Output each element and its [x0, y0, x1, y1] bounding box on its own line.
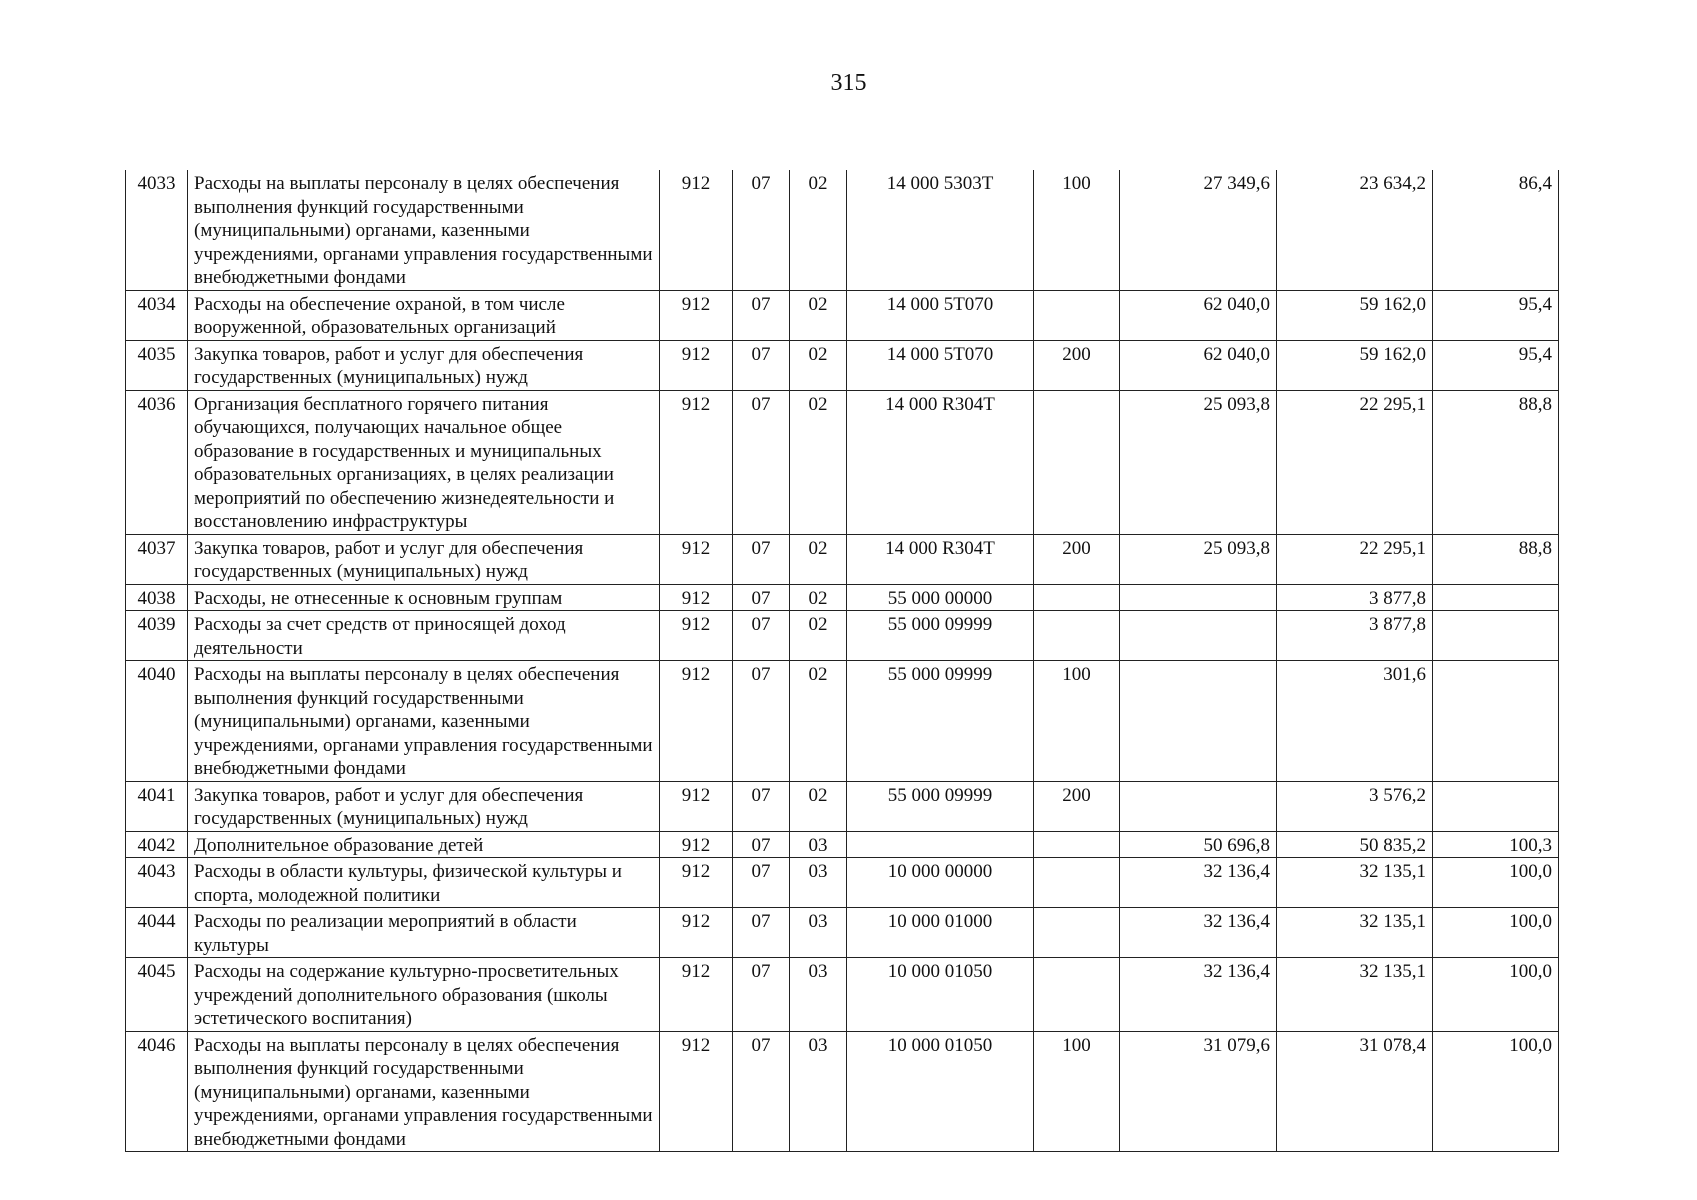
planned-amount: 32 136,4: [1120, 908, 1277, 958]
actual-amount: 32 135,1: [1277, 858, 1433, 908]
table-row: [126, 534, 1559, 584]
expense-name: Расходы на содержание культурно-просветительных учреждений дополнительного образования (школы эстетического воспитания): [188, 958, 660, 1032]
expense-type-code: 200: [1034, 781, 1120, 831]
expense-type-code: [1034, 858, 1120, 908]
table-row: [126, 781, 1559, 831]
actual-amount: 50 835,2: [1277, 831, 1433, 858]
target-article-code: 14 000 5303Т: [847, 170, 1034, 290]
subsection-code: 03: [790, 958, 847, 1032]
expense-name: Организация бесплатного горячего питания обучающихся, получающих начальное общее образование в государственных и муниципальных образовательных организациях, в целях реализации мероприятий по обеспечению жизнедеятельности и восстановлению инфраструктуры: [188, 390, 660, 534]
budget-table: [125, 170, 1559, 1152]
department-code: 912: [660, 781, 733, 831]
row-number: 4042: [126, 831, 188, 858]
table-row: [126, 611, 1559, 661]
planned-amount: 25 093,8: [1120, 534, 1277, 584]
table-row: [126, 584, 1559, 611]
section-code: 07: [733, 611, 790, 661]
actual-amount: 59 162,0: [1277, 290, 1433, 340]
actual-amount: 22 295,1: [1277, 390, 1433, 534]
department-code: 912: [660, 1031, 733, 1152]
expense-type-code: [1034, 908, 1120, 958]
subsection-code: 03: [790, 831, 847, 858]
table-row: [126, 958, 1559, 1032]
planned-amount: 27 349,6: [1120, 170, 1277, 290]
table-row: [126, 290, 1559, 340]
row-number: 4036: [126, 390, 188, 534]
target-article-code: 10 000 01050: [847, 958, 1034, 1032]
target-article-code: 10 000 01050: [847, 1031, 1034, 1152]
planned-amount: 62 040,0: [1120, 340, 1277, 390]
department-code: 912: [660, 584, 733, 611]
expense-type-code: 100: [1034, 661, 1120, 782]
section-code: 07: [733, 534, 790, 584]
expense-name: Расходы в области культуры, физической культуры и спорта, молодежной политики: [188, 858, 660, 908]
target-article-code: 14 000 R304Т: [847, 534, 1034, 584]
execution-percent: 100,3: [1433, 831, 1559, 858]
department-code: 912: [660, 958, 733, 1032]
expense-name: Расходы на выплаты персоналу в целях обеспечения выполнения функций государственными (муниципальными) органами, казенными учреждениями, органами управления государственными внебюджетными фондами: [188, 170, 660, 290]
table-row: [126, 340, 1559, 390]
section-code: 07: [733, 584, 790, 611]
section-code: 07: [733, 661, 790, 782]
table-row: [126, 390, 1559, 534]
row-number: 4041: [126, 781, 188, 831]
subsection-code: 02: [790, 781, 847, 831]
page-number: 315: [830, 70, 867, 96]
execution-percent: 86,4: [1433, 170, 1559, 290]
actual-amount: 301,6: [1277, 661, 1433, 782]
execution-percent: [1433, 584, 1559, 611]
expense-type-code: [1034, 611, 1120, 661]
target-article-code: 55 000 09999: [847, 611, 1034, 661]
actual-amount: 3 576,2: [1277, 781, 1433, 831]
expense-name: Закупка товаров, работ и услуг для обеспечения государственных (муниципальных) нужд: [188, 340, 660, 390]
actual-amount: 3 877,8: [1277, 584, 1433, 611]
department-code: 912: [660, 908, 733, 958]
subsection-code: 03: [790, 908, 847, 958]
section-code: 07: [733, 290, 790, 340]
execution-percent: [1433, 661, 1559, 782]
subsection-code: 02: [790, 661, 847, 782]
department-code: 912: [660, 858, 733, 908]
row-number: 4033: [126, 170, 188, 290]
expense-type-code: [1034, 831, 1120, 858]
target-article-code: [847, 831, 1034, 858]
section-code: 07: [733, 390, 790, 534]
expense-name: Расходы по реализации мероприятий в области культуры: [188, 908, 660, 958]
row-number: 4044: [126, 908, 188, 958]
section-code: 07: [733, 908, 790, 958]
department-code: 912: [660, 831, 733, 858]
department-code: 912: [660, 611, 733, 661]
section-code: 07: [733, 958, 790, 1032]
table-row: [126, 908, 1559, 958]
expense-name: Закупка товаров, работ и услуг для обеспечения государственных (муниципальных) нужд: [188, 534, 660, 584]
execution-percent: 100,0: [1433, 1031, 1559, 1152]
row-number: 4037: [126, 534, 188, 584]
planned-amount: 50 696,8: [1120, 831, 1277, 858]
section-code: 07: [733, 858, 790, 908]
expense-name: Расходы, не отнесенные к основным группам: [188, 584, 660, 611]
table-body: [126, 170, 1559, 1152]
expense-name: Расходы за счет средств от приносящей доход деятельности: [188, 611, 660, 661]
execution-percent: 95,4: [1433, 290, 1559, 340]
table-row: [126, 1031, 1559, 1152]
execution-percent: [1433, 781, 1559, 831]
execution-percent: 88,8: [1433, 390, 1559, 534]
subsection-code: 02: [790, 170, 847, 290]
actual-amount: 22 295,1: [1277, 534, 1433, 584]
expense-type-code: 100: [1034, 1031, 1120, 1152]
section-code: 07: [733, 1031, 790, 1152]
planned-amount: 62 040,0: [1120, 290, 1277, 340]
execution-percent: 100,0: [1433, 958, 1559, 1032]
table-row: [126, 170, 1559, 290]
target-article-code: 55 000 09999: [847, 781, 1034, 831]
row-number: 4039: [126, 611, 188, 661]
expense-type-code: 200: [1034, 340, 1120, 390]
actual-amount: 3 877,8: [1277, 611, 1433, 661]
actual-amount: 32 135,1: [1277, 958, 1433, 1032]
expense-type-code: 200: [1034, 534, 1120, 584]
expense-name: Расходы на выплаты персоналу в целях обеспечения выполнения функций государственными (муниципальными) органами, казенными учреждениями, органами управления государственными внебюджетными фондами: [188, 661, 660, 782]
department-code: 912: [660, 534, 733, 584]
section-code: 07: [733, 340, 790, 390]
planned-amount: [1120, 661, 1277, 782]
expense-type-code: [1034, 584, 1120, 611]
expense-name: Расходы на выплаты персоналу в целях обеспечения выполнения функций государственными (муниципальными) органами, казенными учреждениями, органами управления государственными внебюджетными фондами: [188, 1031, 660, 1152]
planned-amount: [1120, 611, 1277, 661]
target-article-code: 14 000 R304Т: [847, 390, 1034, 534]
expense-name: Расходы на обеспечение охраной, в том числе вооруженной, образовательных организаций: [188, 290, 660, 340]
planned-amount: [1120, 781, 1277, 831]
target-article-code: 55 000 00000: [847, 584, 1034, 611]
section-code: 07: [733, 831, 790, 858]
actual-amount: 59 162,0: [1277, 340, 1433, 390]
actual-amount: 31 078,4: [1277, 1031, 1433, 1152]
planned-amount: 32 136,4: [1120, 858, 1277, 908]
planned-amount: 32 136,4: [1120, 958, 1277, 1032]
expense-type-code: [1034, 958, 1120, 1032]
execution-percent: 100,0: [1433, 858, 1559, 908]
subsection-code: 03: [790, 1031, 847, 1152]
row-number: 4046: [126, 1031, 188, 1152]
table-row: [126, 661, 1559, 782]
section-code: 07: [733, 170, 790, 290]
target-article-code: 10 000 00000: [847, 858, 1034, 908]
row-number: 4035: [126, 340, 188, 390]
subsection-code: 02: [790, 584, 847, 611]
target-article-code: 10 000 01000: [847, 908, 1034, 958]
actual-amount: 32 135,1: [1277, 908, 1433, 958]
planned-amount: 31 079,6: [1120, 1031, 1277, 1152]
execution-percent: [1433, 611, 1559, 661]
target-article-code: 14 000 5Т070: [847, 290, 1034, 340]
row-number: 4038: [126, 584, 188, 611]
expense-name: Закупка товаров, работ и услуг для обеспечения государственных (муниципальных) нужд: [188, 781, 660, 831]
planned-amount: [1120, 584, 1277, 611]
department-code: 912: [660, 170, 733, 290]
row-number: 4043: [126, 858, 188, 908]
actual-amount: 23 634,2: [1277, 170, 1433, 290]
subsection-code: 02: [790, 534, 847, 584]
expense-type-code: 100: [1034, 170, 1120, 290]
department-code: 912: [660, 340, 733, 390]
target-article-code: 55 000 09999: [847, 661, 1034, 782]
subsection-code: 02: [790, 611, 847, 661]
planned-amount: 25 093,8: [1120, 390, 1277, 534]
expense-type-code: [1034, 390, 1120, 534]
department-code: 912: [660, 290, 733, 340]
row-number: 4040: [126, 661, 188, 782]
execution-percent: 95,4: [1433, 340, 1559, 390]
subsection-code: 02: [790, 340, 847, 390]
expense-type-code: [1034, 290, 1120, 340]
subsection-code: 03: [790, 858, 847, 908]
subsection-code: 02: [790, 290, 847, 340]
row-number: 4045: [126, 958, 188, 1032]
table-row: [126, 831, 1559, 858]
target-article-code: 14 000 5Т070: [847, 340, 1034, 390]
subsection-code: 02: [790, 390, 847, 534]
row-number: 4034: [126, 290, 188, 340]
expense-name: Дополнительное образование детей: [188, 831, 660, 858]
execution-percent: 88,8: [1433, 534, 1559, 584]
department-code: 912: [660, 390, 733, 534]
table-row: [126, 858, 1559, 908]
execution-percent: 100,0: [1433, 908, 1559, 958]
section-code: 07: [733, 781, 790, 831]
department-code: 912: [660, 661, 733, 782]
